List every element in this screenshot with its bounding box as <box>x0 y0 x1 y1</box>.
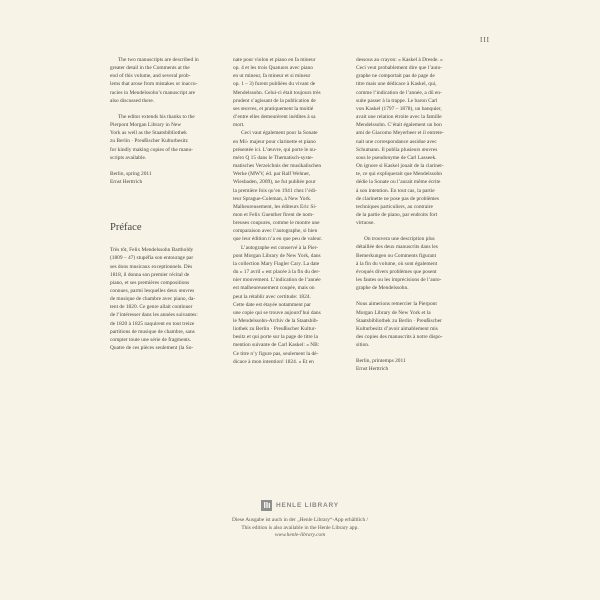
text-line: Ceci vaut également pour la Sonate <box>241 130 318 137</box>
text-line: besitz et qui porte sur la page de titre la <box>233 334 318 341</box>
text-line: breuses coupures, comme le montre une <box>233 220 320 227</box>
text-line: tent de 1820. Ce genre allait continuer <box>110 304 193 311</box>
paragraph-autograph <box>233 244 347 366</box>
text-line: Bemerkungen ou Comments figurant <box>356 252 437 259</box>
text-line: dédie la Sonate ou l’aurait même écrite <box>356 179 441 186</box>
text-line: On ignore si Kaskel jouait de la clarinet- <box>356 163 444 170</box>
page-number: III <box>480 36 490 44</box>
text-line: les fautes ou les imprécisions de l’auto- <box>356 277 442 284</box>
text-line: d’entre elles demeurèrent inédites à sa <box>233 114 316 121</box>
text-line: méro Q 15 dans le Thematisch-syste- <box>233 154 314 161</box>
column-2 <box>233 56 347 366</box>
text-line: ami de Giacomo Meyerbeer et il entrete- <box>356 130 444 137</box>
text-line: op. 4 et les trois Quatuors avec piano <box>233 65 313 72</box>
text-line: piano, et ses premières compositions <box>110 279 190 286</box>
text-line: la collection Mary Flagler Cary. La date <box>233 260 320 267</box>
text-line: L’autographe est conservé à la Pier- <box>241 244 319 251</box>
text-line: évoqués divers problèmes que posent <box>356 268 437 275</box>
text-line: dessous au crayon: « Kaskel à Dresde. » <box>356 57 443 63</box>
text-line: graphe ne comportait pas de page de <box>356 73 435 80</box>
text-line: liothek zu Berlin · Preußischer Kultur- <box>233 326 317 333</box>
text-line: mort. <box>233 122 245 129</box>
text-line: virtuose. <box>356 220 375 227</box>
text-line: ses œuvres, et pratiquement la moitié <box>233 105 314 112</box>
text-line: racies in Mendelssohn’s manuscript are <box>110 89 196 96</box>
paragraph-thanks <box>110 113 224 162</box>
text-line: The editor extends his thanks to the <box>118 113 195 120</box>
text-line: connues, parmi lesquelles deux œuvres <box>110 287 195 294</box>
text-line: détaillée des deux manuscrits dans les <box>356 244 438 251</box>
text-line: Morgan Library de New York et la <box>356 309 431 316</box>
text-line: compter toute une série de fragments. <box>110 336 192 343</box>
text-line: Wiesbaden, 2009), ne fut publiée pour <box>233 179 316 186</box>
text-line: sition. <box>356 342 370 349</box>
text-line: Malheureusement, les éditeurs Eric Si- <box>233 203 317 210</box>
text-line: Ce titre n’y figure pas, seulement la dé- <box>233 350 319 357</box>
text-line: greater detail in the Comments at the <box>110 65 190 72</box>
text-line: Werke (MWV, éd. par Ralf Wehner, <box>233 171 311 178</box>
text-line: de clarinette ne pose pas de problèmes <box>356 195 439 202</box>
text-line: partitions de musique de chambre, sans <box>110 328 195 335</box>
text-line: une copie qui se trouve aujourd’hui dans <box>233 309 321 316</box>
text-line: prudent s’agissant de la publication de <box>233 97 316 104</box>
paragraph-preface <box>110 246 224 352</box>
text-line: Très tôt, Felix Mendelssohn Bartholdy <box>110 247 194 254</box>
text-line: von Kaskel (1797 – 1878), un banquier, <box>356 105 442 112</box>
text-line: Mendelssohn. C’était également un bon <box>356 122 442 129</box>
text-line: te, ce qui expliquerait que Mendelssohn <box>356 171 442 178</box>
text-line: pont Morgan Library de New York, dans <box>233 252 321 259</box>
text-line: nait une correspondance assidue avec <box>356 138 437 145</box>
text-line: que leur édition n’a eu que peu de valeur. <box>233 236 323 243</box>
text-line: titre mais une dédicace à Kaskel, qui, <box>356 81 437 88</box>
text-line: scripts available. <box>110 154 147 161</box>
text-line: end of this volume, and several prob- <box>110 73 191 80</box>
text-line: (1809 – 47) stupéfia son entourage par <box>110 255 194 262</box>
text-line: teur Sprague-Coleman, à New York. <box>233 195 312 202</box>
henle-library-logo <box>261 499 339 511</box>
text-line: Ceci veut probablement dire que l’auto- <box>356 65 443 72</box>
text-line: graphe de Mendelssohn. <box>356 285 409 292</box>
text-line: Schumann. Il publia plusieurs œuvres <box>356 146 438 153</box>
text-line: de la partie de piano, par endroits fort <box>356 211 438 218</box>
text-line: mention suivante de Carl Kaskel: « NB: <box>233 342 320 349</box>
text-line: nate pour violon et piano en fa mineur <box>233 57 316 63</box>
henle-logo-icon <box>261 500 272 511</box>
signoff-name: Ernst Herttrich <box>110 179 143 186</box>
text-line: Quatre de ces pièces seulement (la So- <box>110 345 194 352</box>
paragraph-manuscripts <box>110 56 224 105</box>
paragraph-sonata <box>233 129 347 243</box>
text-line: suite passer à la trappe. Le baron Carl <box>356 97 438 104</box>
text-line: Pierpont Morgan Library in New <box>110 122 182 129</box>
text-line: for kindly making copies of the manu- <box>110 146 193 153</box>
text-line: York as well as the Staatsbibliothek <box>110 130 187 137</box>
text-line: en Mi♭ majeur pour clarinette et piano <box>233 138 316 145</box>
text-line: also discussed there. <box>110 97 155 104</box>
paragraph-continuation <box>233 56 347 129</box>
text-line: Cette date est étayée notamment par <box>233 301 311 308</box>
text-line: The two manuscripts are described in <box>118 57 199 63</box>
text-line: On trouvera une description plus <box>364 236 435 243</box>
text-line: Nous aimerions remercier la Pierpont <box>356 301 437 308</box>
text-line: à la fin du volume, où sont également <box>356 260 438 267</box>
paragraph-kaskel <box>356 56 470 227</box>
section-heading: Préface <box>110 222 142 234</box>
text-line: 1818, il donna son premier récital de <box>110 271 190 278</box>
text-line: de l’intéresser dans les années suivantes: <box>110 312 198 319</box>
footer-line-de: Diese Ausgabe ist auch in der „Henle Library“-App erhältlich / <box>231 517 369 523</box>
text-line: du « 17 avril » est placée à la fin du der- <box>233 269 320 276</box>
footer <box>180 496 420 540</box>
text-line: zu Berlin · Preußischer Kulturbesitz <box>110 138 188 145</box>
text-line: nier mouvement. L’indication de l’année <box>233 277 321 284</box>
signoff-name: Ernst Herttrich <box>356 366 389 373</box>
footer-url <box>180 532 420 540</box>
paragraph-merci <box>356 300 470 349</box>
text-line: de 1820 à 1825 naquirent en tout treize <box>110 320 195 327</box>
text-line: matisches Verzeichnis der musikalischen <box>233 163 322 170</box>
footer-line-en: This edition is also available in the Henle Library app. <box>241 524 359 531</box>
text-line: comparaison avec l’autographe, si bien <box>233 228 318 235</box>
text-line: Staatsbibliothek zu Berlin · Preußischer <box>356 317 442 324</box>
text-line: sous le pseudonyme de Carl Lasseek. <box>356 154 437 161</box>
text-line: lems that arose from mistakes or inaccu- <box>110 81 198 88</box>
column-3 <box>356 56 470 374</box>
text-line: op. 1 – 3) furent publiées du vivant de <box>233 81 316 88</box>
footer-url-text: www.henle-library.com <box>274 532 326 538</box>
text-line: avait une relation étroite avec la famille <box>356 114 442 121</box>
text-line: de musique de chambre avec piano, da- <box>110 296 196 303</box>
text-line: présentée ici. L’œuvre, qui porte le nu- <box>233 146 317 153</box>
text-line: Kulturbesitz d’avoir aimablement mis <box>356 325 438 332</box>
signoff-place: Berlin, spring 2011 <box>110 170 152 177</box>
text-line: des copies des manuscrits à notre dispo- <box>356 334 443 340</box>
text-line: à son intention. En tout cas, la partie <box>356 187 435 194</box>
text-line: comme l’indication de l’année, a dû en- <box>356 89 442 96</box>
logo-text: HENLE LIBRARY <box>276 501 339 509</box>
text-line: en ut mineur, fa mineur et si mineur <box>233 73 311 80</box>
text-line: Mendelssohn. Celui-ci était toujours très <box>233 89 321 96</box>
text-line: ses dons musicaux exceptionnels. Dès <box>110 263 193 270</box>
text-line: la première fois qu’en 1941 chez l’édi- <box>233 187 317 194</box>
text-line: le Mendelssohn-Archiv de la Staatsbib- <box>233 318 319 324</box>
text-line: mon et Felix Guenther firent de nom- <box>233 211 314 218</box>
signoff-place: Berlin, printemps 2011 <box>356 358 406 365</box>
paragraph-description <box>356 235 470 292</box>
column-1 <box>110 56 224 352</box>
text-line: techniques particuliers, au contraire <box>356 203 433 210</box>
text-line: dicace à mon intention! 1824. » Et en <box>233 358 314 365</box>
text-line: peut la rétablir avec certitude: 1824. <box>233 293 311 300</box>
text-line: est malheureusement coupée, mais on <box>233 285 315 292</box>
